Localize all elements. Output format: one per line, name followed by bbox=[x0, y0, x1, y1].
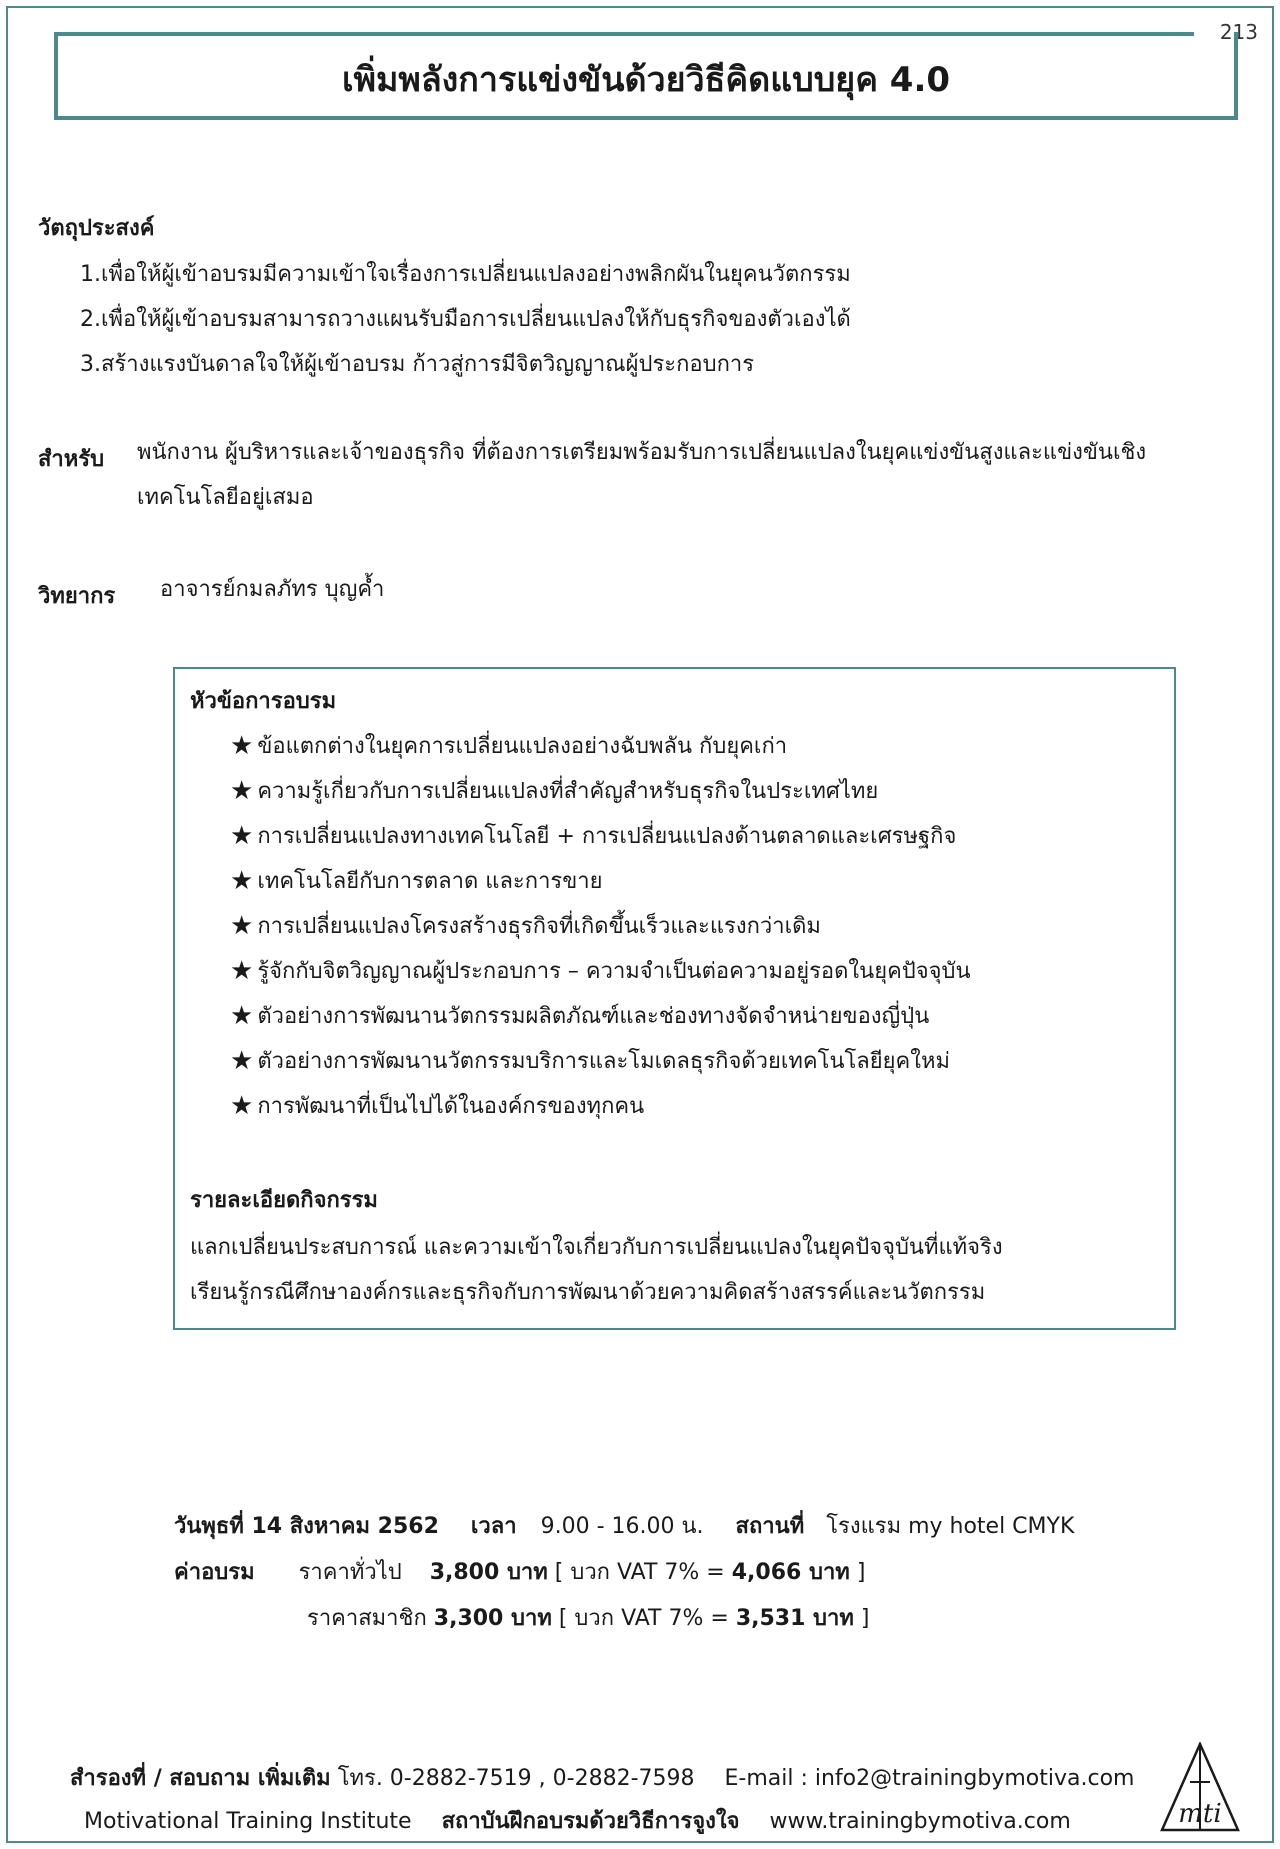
course-date: วันพุธที่ 14 สิงหาคม 2562 bbox=[174, 1514, 439, 1539]
email-address[interactable]: E-mail : info2@trainingbymotiva.com bbox=[724, 1766, 1135, 1791]
activities-heading: รายละเอียดกิจกรรม bbox=[190, 1188, 378, 1213]
objective-item: 2.เพื่อให้ผู้เข้าอบรมสามารถวางแผนรับมือการเปลี่ยนแปลงให้กับธุรกิจของตัวเองได้ bbox=[80, 307, 851, 332]
star-icon: ★ bbox=[230, 1090, 254, 1121]
course-time: 9.00 - 16.00 น. bbox=[540, 1514, 704, 1539]
star-icon: ★ bbox=[230, 730, 254, 761]
topic-text: เทคโนโลยีกับการตลาด และการขาย bbox=[257, 869, 603, 894]
topic-item bbox=[230, 953, 971, 988]
fee-member-line bbox=[307, 1600, 869, 1635]
phone-numbers[interactable]: โทร. 0-2882-7519 , 0-2882-7598 bbox=[337, 1766, 695, 1791]
objective-item: 1.เพื่อให้ผู้เข้าอบรมมีความเข้าใจเรื่องการเปลี่ยนแปลงอย่างพลิกผันในยุคนวัตกรรม bbox=[80, 262, 851, 287]
fee-member-price: 3,300 บาท bbox=[433, 1606, 552, 1631]
topic-text: ข้อแตกต่างในยุคการเปลี่ยนแปลงอย่างฉับพลัน กับยุคเก่า bbox=[257, 734, 788, 759]
topic-item bbox=[230, 863, 603, 898]
fee-bracket: ] bbox=[856, 1560, 866, 1585]
topic-item bbox=[230, 1043, 950, 1078]
star-icon: ★ bbox=[230, 820, 254, 851]
topic-text: การพัฒนาที่เป็นไปได้ในองค์กรของทุกคน bbox=[257, 1094, 645, 1119]
activity-line: เรียนรู้กรณีศึกษาองค์กรและธุรกิจกับการพัฒนาด้วยความคิดสร้างสรรค์และนวัตกรรม bbox=[190, 1280, 986, 1305]
mti-logo-icon bbox=[1160, 1742, 1240, 1832]
reserve-label: สำรองที่ / สอบถาม เพิ่มเติม bbox=[70, 1766, 331, 1791]
star-icon: ★ bbox=[230, 910, 254, 941]
page-number: 213 bbox=[1219, 20, 1258, 44]
topic-text: รู้จักกับจิตวิญญาณผู้ประกอบการ – ความจำเป็นต่อความอยู่รอดในยุคปัจจุบัน bbox=[257, 959, 971, 984]
star-icon: ★ bbox=[230, 1045, 254, 1076]
website-link[interactable]: www.trainingbymotiva.com bbox=[769, 1809, 1071, 1834]
audience-line: เทคโนโลยีอยู่เสมอ bbox=[137, 485, 314, 510]
topics-heading: หัวข้อการอบรม bbox=[190, 689, 337, 714]
audience-line: พนักงาน ผู้บริหารและเจ้าของธุรกิจ ที่ต้องการเตรียมพร้อมรับการเปลี่ยนแปลงในยุคแข่งขันสูงและแข่งขันเชิง bbox=[137, 440, 1147, 465]
org-name-en: Motivational Training Institute bbox=[84, 1809, 412, 1834]
fee-bracket: ] bbox=[860, 1606, 870, 1631]
topic-item bbox=[230, 773, 878, 808]
fee-general-label: ราคาทั่วไป bbox=[298, 1560, 402, 1585]
footer-contact bbox=[70, 1760, 1134, 1795]
schedule-line bbox=[174, 1508, 1074, 1543]
fee-member-total: 3,531 บาท bbox=[735, 1606, 854, 1631]
topic-item bbox=[230, 908, 821, 943]
fee-member-vat: [ บวก VAT 7% = bbox=[558, 1606, 729, 1631]
star-icon: ★ bbox=[230, 1000, 254, 1031]
time-label: เวลา bbox=[470, 1514, 517, 1539]
fee-member-label: ราคาสมาชิก bbox=[307, 1606, 427, 1631]
star-icon: ★ bbox=[230, 865, 254, 896]
page-title: เพิ่มพลังการแข่งขันด้วยวิธีคิดแบบยุค 4.0 bbox=[341, 60, 951, 100]
topic-text: การเปลี่ยนแปลงโครงสร้างธุรกิจที่เกิดขึ้นเร็วและแรงกว่าเดิม bbox=[257, 914, 821, 939]
fee-general-price: 3,800 บาท bbox=[429, 1560, 548, 1585]
footer-org bbox=[84, 1803, 1071, 1838]
speaker-name: อาจารย์กมลภัทร บุญค้ำ bbox=[160, 577, 385, 602]
topic-text: ตัวอย่างการพัฒนานวัตกรรมผลิตภัณฑ์และช่องทางจัดจำหน่ายของญี่ปุ่น bbox=[257, 1004, 930, 1029]
topic-item bbox=[230, 818, 956, 853]
objectives-heading: วัตถุประสงค์ bbox=[38, 216, 155, 241]
topic-item bbox=[230, 998, 929, 1033]
logo-text: mti bbox=[1178, 1799, 1222, 1829]
venue-name: โรงแรม my hotel CMYK bbox=[826, 1514, 1075, 1539]
audience-label: สำหรับ bbox=[38, 447, 105, 472]
org-name-th: สถาบันฝึกอบรมด้วยวิธีการจูงใจ bbox=[441, 1809, 740, 1834]
topic-text: การเปลี่ยนแปลงทางเทคโนโลยี + การเปลี่ยนแปลงด้านตลาดและเศรษฐกิจ bbox=[257, 824, 957, 849]
fee-general-vat: [ บวก VAT 7% = bbox=[554, 1560, 725, 1585]
fee-general-line bbox=[174, 1554, 865, 1589]
topic-item bbox=[230, 1088, 644, 1123]
topic-text: ความรู้เกี่ยวกับการเปลี่ยนแปลงที่สำคัญสำหรับธุรกิจในประเทศไทย bbox=[257, 779, 879, 804]
topic-text: ตัวอย่างการพัฒนานวัตกรรมบริการและโมเดลธุรกิจด้วยเทคโนโลยียุคใหม่ bbox=[257, 1049, 951, 1074]
topic-item bbox=[230, 728, 787, 763]
activity-line: แลกเปลี่ยนประสบการณ์ และความเข้าใจเกี่ยวกับการเปลี่ยนแปลงในยุคปัจจุบันที่แท้จริง bbox=[190, 1235, 1003, 1260]
fee-label: ค่าอบรม bbox=[174, 1560, 255, 1585]
objective-item: 3.สร้างแรงบันดาลใจให้ผู้เข้าอบรม ก้าวสู่การมีจิตวิญญาณผู้ประกอบการ bbox=[80, 352, 755, 377]
fee-general-total: 4,066 บาท bbox=[731, 1560, 850, 1585]
star-icon: ★ bbox=[230, 775, 254, 806]
venue-label: สถานที่ bbox=[735, 1514, 805, 1539]
speaker-label: วิทยากร bbox=[38, 584, 116, 609]
star-icon: ★ bbox=[230, 955, 254, 986]
